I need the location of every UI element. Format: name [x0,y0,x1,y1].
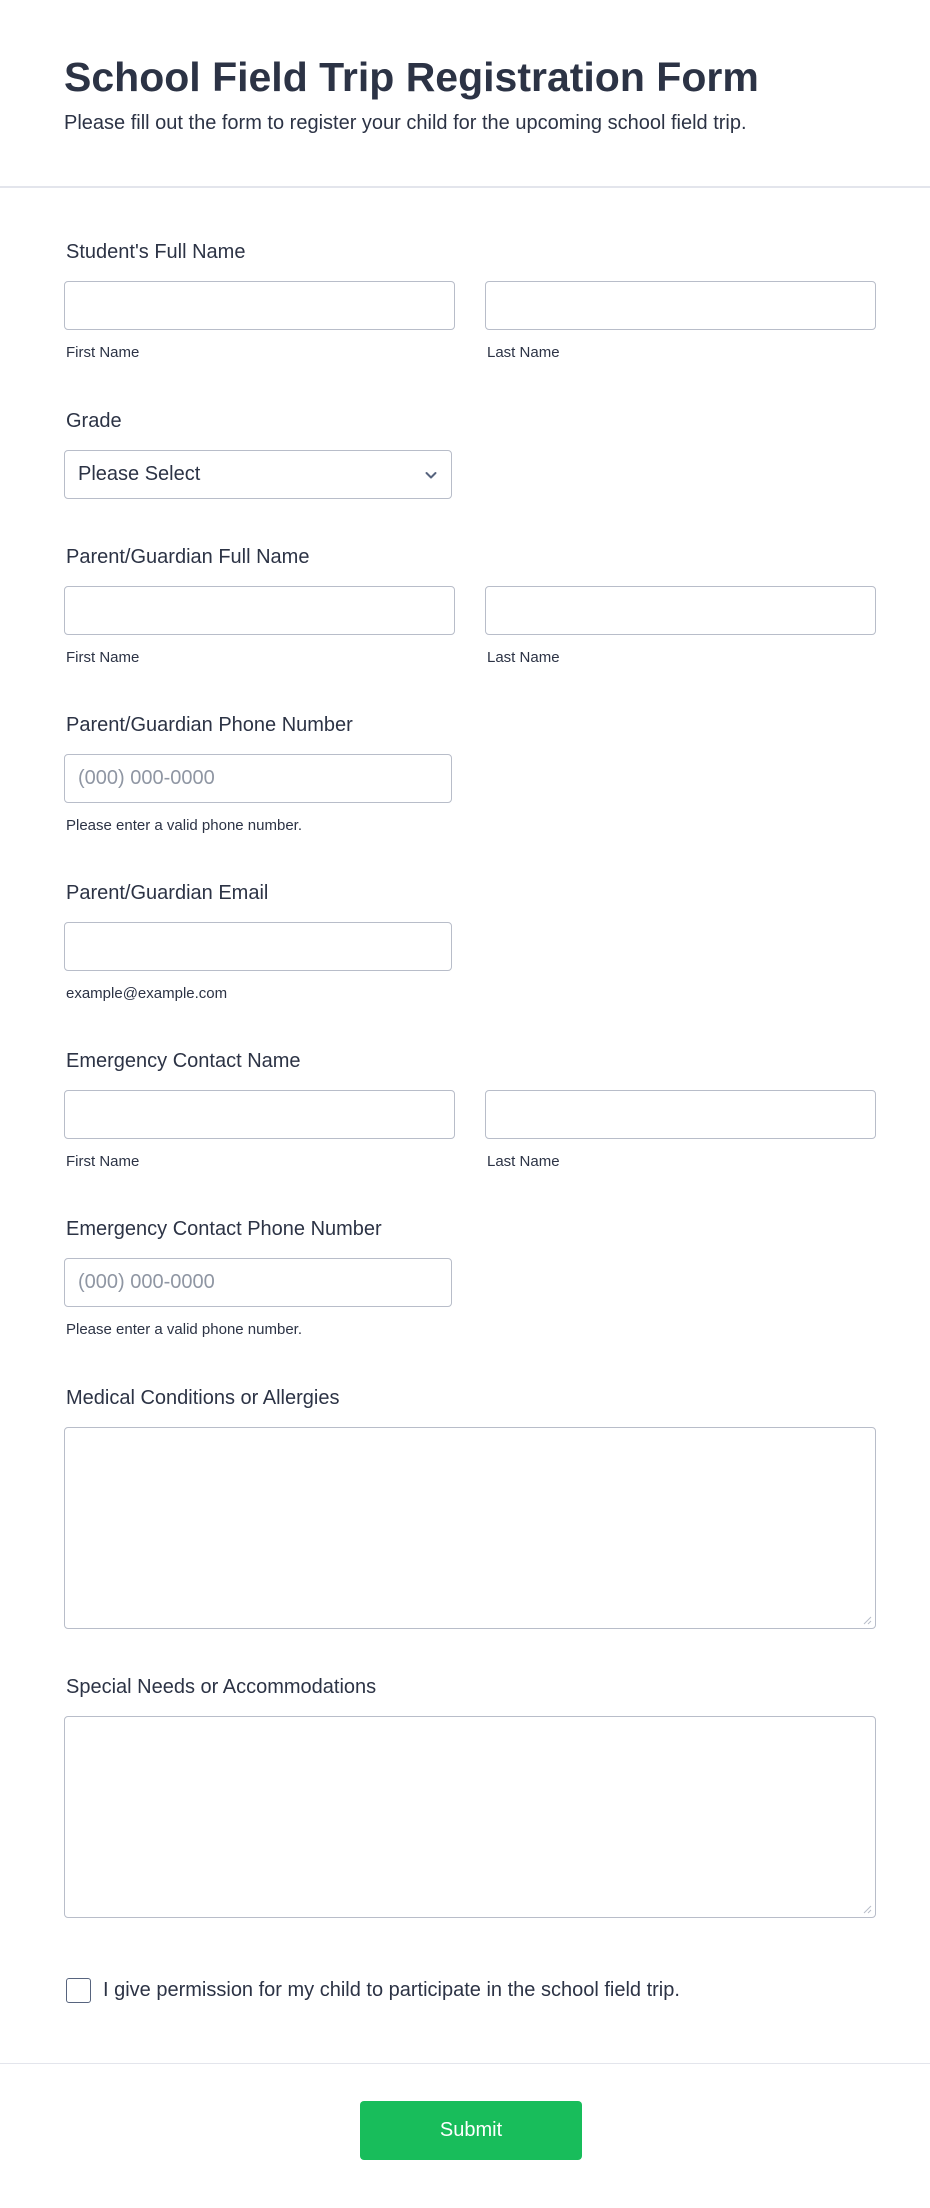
emergency-phone-label: Emergency Contact Phone Number [66,1218,382,1240]
medical-label: Medical Conditions or Allergies [66,1387,340,1409]
parent-first-name-sublabel: First Name [66,649,140,666]
grade-field [64,409,876,499]
parent-first-name-input[interactable] [64,586,455,635]
student-last-name-input[interactable] [485,281,876,330]
submit-button[interactable]: Submit [360,2101,582,2160]
form-subtitle: Please fill out the form to register your child for the upcoming school field trip. [64,112,747,134]
parent-last-name-input[interactable] [485,586,876,635]
special-needs-label: Special Needs or Accommodations [66,1676,377,1698]
parent-email-input[interactable] [64,922,452,971]
parent-name-label: Parent/Guardian Full Name [66,546,310,568]
special-needs-textarea[interactable] [64,1716,876,1918]
resize-handle-icon[interactable] [862,1615,872,1625]
medical-textarea[interactable] [64,1427,876,1629]
footer-divider [0,2063,930,2064]
emergency-first-name-input[interactable] [64,1090,455,1139]
medical-field [64,1386,876,1629]
form-header [0,0,930,188]
emergency-name-field [64,1049,876,1171]
student-name-field [64,240,876,362]
student-name-label: Student's Full Name [66,241,246,263]
parent-last-name-sublabel: Last Name [487,649,560,666]
parent-email-sublabel: example@example.com [66,985,228,1002]
parent-name-field [64,545,876,667]
emergency-phone-field [64,1217,876,1339]
chevron-down-icon [423,467,439,483]
student-first-name-sublabel: First Name [66,344,140,361]
parent-email-label: Parent/Guardian Email [66,882,269,904]
grade-select[interactable] [64,450,452,499]
form-title: School Field Trip Registration Form [64,54,759,100]
emergency-first-name-sublabel: First Name [66,1153,140,1170]
permission-label[interactable]: I give permission for my child to participate in the school field trip. [103,1979,680,2001]
student-first-name-input[interactable] [64,281,455,330]
emergency-phone-input[interactable] [64,1258,452,1307]
parent-email-field [64,881,876,1003]
parent-phone-input[interactable] [64,754,452,803]
emergency-last-name-sublabel: Last Name [487,1153,560,1170]
parent-phone-field [64,713,876,835]
permission-checkbox[interactable] [66,1978,91,2003]
parent-phone-sublabel: Please enter a valid phone number. [66,817,302,834]
permission-checkbox-row[interactable] [66,1978,680,2003]
resize-handle-icon[interactable] [862,1904,872,1914]
grade-selected-value: Please Select [78,463,201,485]
special-needs-field [64,1675,876,1918]
student-last-name-sublabel: Last Name [487,344,560,361]
emergency-phone-sublabel: Please enter a valid phone number. [66,1321,302,1338]
grade-label: Grade [66,410,122,432]
emergency-name-label: Emergency Contact Name [66,1050,301,1072]
emergency-last-name-input[interactable] [485,1090,876,1139]
parent-phone-label: Parent/Guardian Phone Number [66,714,353,736]
